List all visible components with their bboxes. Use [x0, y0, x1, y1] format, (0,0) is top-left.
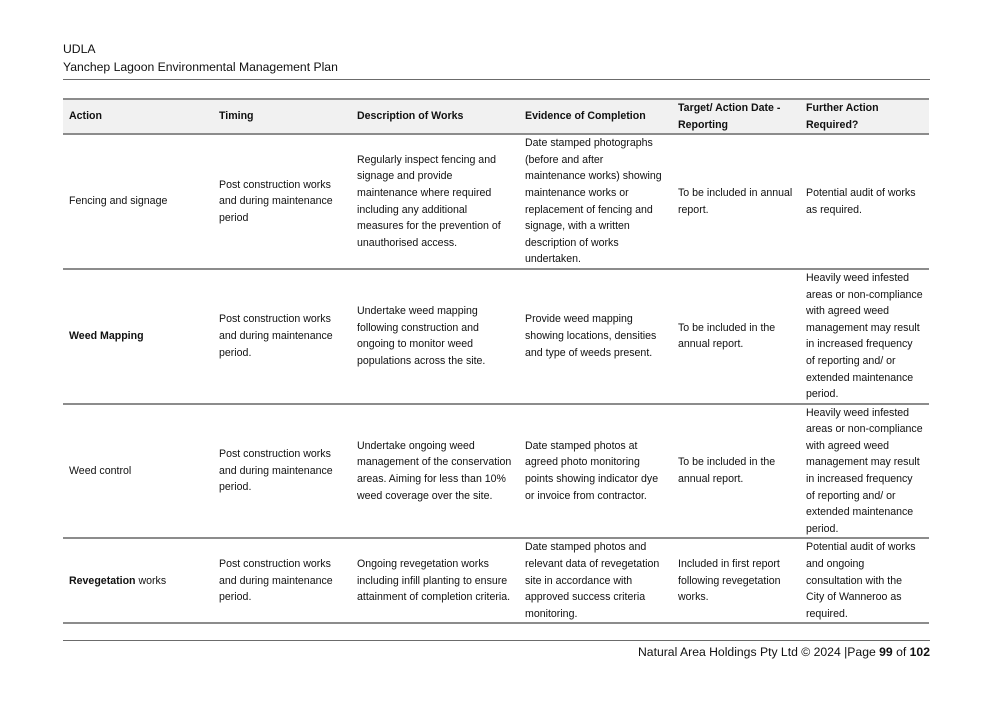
organization-name: UDLA — [63, 42, 96, 56]
page-footer — [63, 640, 930, 661]
cell-action — [63, 134, 213, 269]
cell-evidence: Date stamped photos at agreed photo monitoring points showing indicator dye or invoice from contractor. — [525, 439, 659, 502]
cell-timing: Post construction works and during maintenance period. — [219, 313, 333, 359]
cell-description: Ongoing revegetation works including infill planting to ensure attainment of completion criteria. — [357, 558, 511, 604]
cell-target: To be included in the annual report. — [678, 456, 776, 486]
cell-further-action: Potential audit of works and ongoing consultation with the City of Wanneroo as required. — [806, 541, 916, 620]
column-header-description: Description of Works — [357, 110, 464, 123]
column-header-action: Action — [69, 110, 102, 123]
management-actions-table — [63, 98, 929, 624]
cell-evidence: Provide weed mapping showing locations, densities and type of weeds present. — [525, 313, 657, 359]
cell-action — [63, 538, 213, 623]
action-label: Weed control — [69, 464, 132, 477]
page-header — [63, 40, 930, 80]
table-row — [63, 404, 929, 539]
table-row — [63, 538, 929, 623]
cell-description: Undertake ongoing weed management of the conservation areas. Aiming for less than 10% weed coverage over the site. — [357, 439, 512, 502]
cell-evidence: Date stamped photographs (before and after maintenance works) showing maintenance works or replacement of fencing and signage, with a written description of works undertaken. — [525, 137, 662, 266]
column-header-further-action: Further Action Required? — [806, 102, 879, 131]
table-header-row — [63, 99, 929, 134]
action-label-bold: Weed Mapping — [69, 330, 144, 343]
cell-timing: Post construction works and during maintenance period — [219, 178, 333, 224]
cell-timing: Post construction works and during maintenance period. — [219, 558, 333, 604]
column-header-evidence: Evidence of Completion — [525, 110, 646, 123]
cell-evidence: Date stamped photos and relevant data of revegetation site in accordance with approved success criteria monitoring. — [525, 541, 660, 620]
table-row — [63, 269, 929, 404]
page-number-total: 102 — [909, 645, 930, 659]
cell-action — [63, 269, 213, 404]
footer-of-label: of — [892, 645, 910, 659]
cell-description: Regularly inspect fencing and signage and provide maintenance where required including any additional measures for the prevention of unauthorised access. — [357, 153, 501, 249]
cell-target: To be included in annual report. — [678, 186, 793, 216]
cell-target: Included in first report following revegetation works. — [678, 558, 781, 604]
action-label: Fencing and signage — [69, 195, 168, 208]
cell-further-action: Heavily weed infested areas or non-compliance with agreed weed management may result in increased frequency of reporting and/ or extended maintenance period. — [806, 271, 923, 401]
cell-description: Undertake weed mapping following construction and ongoing to monitor weed populations across the site. — [357, 305, 486, 367]
action-label: works — [135, 574, 167, 587]
column-header-timing: Timing — [219, 110, 254, 123]
column-header-target: Target/ Action Date - Reporting — [678, 102, 781, 131]
cell-further-action: Heavily weed infested areas or non-compliance with agreed weed management may result in increased frequency of reporting and/ or extended maintenance period. — [806, 406, 923, 535]
cell-target: To be included in the annual report. — [678, 321, 776, 351]
cell-action — [63, 404, 213, 539]
action-label-bold: Revegetation — [69, 574, 136, 587]
cell-timing: Post construction works and during maintenance period. — [219, 448, 333, 494]
document-title: Yanchep Lagoon Environmental Management Plan — [63, 60, 338, 74]
page-number-current: 99 — [879, 645, 893, 659]
footer-company: Natural Area Holdings Pty Ltd © 2024 |Page — [638, 645, 880, 659]
cell-further-action: Potential audit of works as required. — [806, 186, 916, 216]
table-row — [63, 134, 929, 269]
